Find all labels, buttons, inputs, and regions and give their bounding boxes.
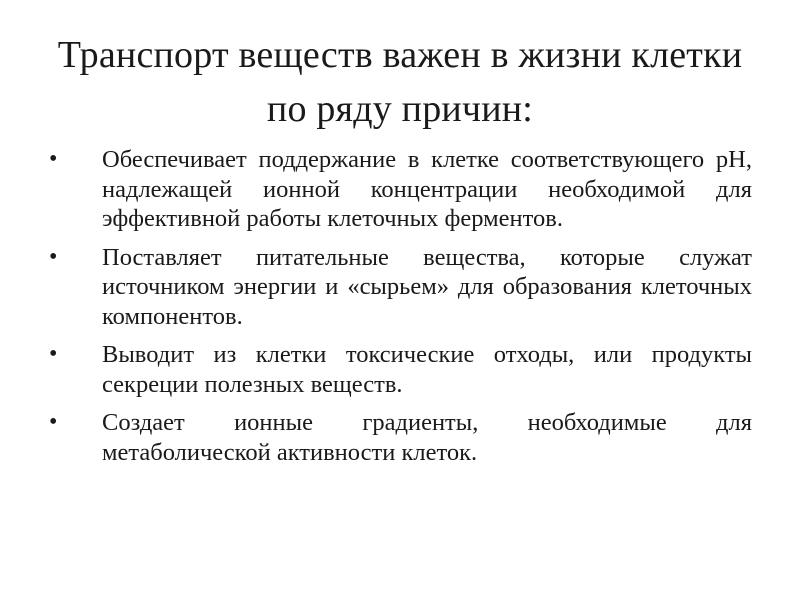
- bullet-marker-icon: •: [49, 146, 58, 172]
- bullet-marker-icon: •: [49, 409, 58, 435]
- bullet-list: [0, 145, 800, 476]
- bullet-text: Обеспечивает поддержание в клетке соответствующего pH, надлежащей ионной концентрации необходимой для эффективной работы клеточных ферментов.: [102, 146, 752, 232]
- bullet-item: [0, 408, 800, 467]
- bullet-item: [0, 145, 800, 234]
- bullet-marker-icon: •: [49, 341, 58, 367]
- bullet-item: [0, 243, 800, 332]
- bullet-item: [0, 340, 800, 399]
- bullet-text: Поставляет питательные вещества, которые служат источником энергии и «сырьем» для образования клеточных компонентов.: [102, 243, 752, 330]
- bullet-text: Создает ионные градиенты, необходимые для метаболической активности клеток.: [102, 409, 752, 466]
- bullet-marker-icon: •: [49, 243, 58, 270]
- slide-title: Транспорт веществ важен в жизни клетки по ряду причин:: [57, 34, 743, 130]
- bullet-text: Выводит из клетки токсические отходы, или продукты секреции полезных веществ.: [102, 341, 752, 398]
